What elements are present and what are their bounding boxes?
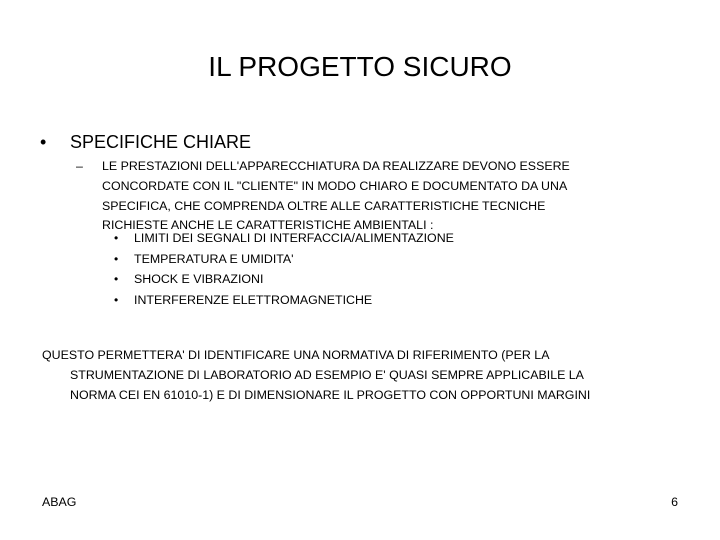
list-item-text: TEMPERATURA E UMIDITA' [134,251,294,266]
sub-item-line: SPECIFICA, CHE COMPRENDA OLTRE ALLE CARATTERISTICHE TECNICHE [102,198,546,213]
list-item-text: LIMITI DEI SEGNALI DI INTERFACCIA/ALIMENTAZIONE [134,231,454,245]
list-item-text: INTERFERENZE ELETTROMAGNETICHE [134,292,373,307]
bullet-specifiche [40,131,251,153]
footer-author: ABAG [42,495,77,509]
bullet-marker: • [114,251,119,266]
sub-item-line: RICHIESTE ANCHE LE CARATTERISTICHE AMBIENTALI : [102,218,434,233]
slide-title: IL PROGETTO SICURO [208,51,512,82]
list-item [114,269,454,290]
dash-marker: – [76,159,83,173]
list-item [114,228,454,249]
list-item-text: SHOCK E VIBRAZIONI [134,272,264,286]
bullet-marker: • [40,132,47,152]
sub-item-prestazioni [76,157,676,236]
bullet-marker: • [114,231,119,245]
sub-item-line: LE PRESTAZIONI DELL'APPARECCHIATURA DA REALIZZARE DEVONO ESSERE [102,159,570,173]
bullet-marker: • [114,292,119,307]
list-item [114,290,454,311]
paragraph-line: STRUMENTAZIONE DI LABORATORIO AD ESEMPIO E' QUASI SEMPRE APPLICABILE LA [70,367,584,382]
bullet-marker: • [114,272,119,286]
sub-item-text [102,157,676,236]
paragraph-line: QUESTO PERMETTERA' DI IDENTIFICARE UNA NORMATIVA DI RIFERIMENTO (PER LA [42,348,550,362]
sub-item-line: CONCORDATE CON IL "CLIENTE" IN MODO CHIARO E DOCUMENTATO DA UNA [102,178,568,193]
paragraph-line: NORMA CEI EN 61010-1) E DI DIMENSIONARE IL PROGETTO CON OPPORTUNI MARGINI [70,387,591,402]
sub-bullet-list [114,228,454,310]
page-number: 6 [671,495,678,509]
bullet-text: SPECIFICHE CHIARE [70,132,252,152]
list-item [114,249,454,270]
conclusion-paragraph [42,346,682,405]
